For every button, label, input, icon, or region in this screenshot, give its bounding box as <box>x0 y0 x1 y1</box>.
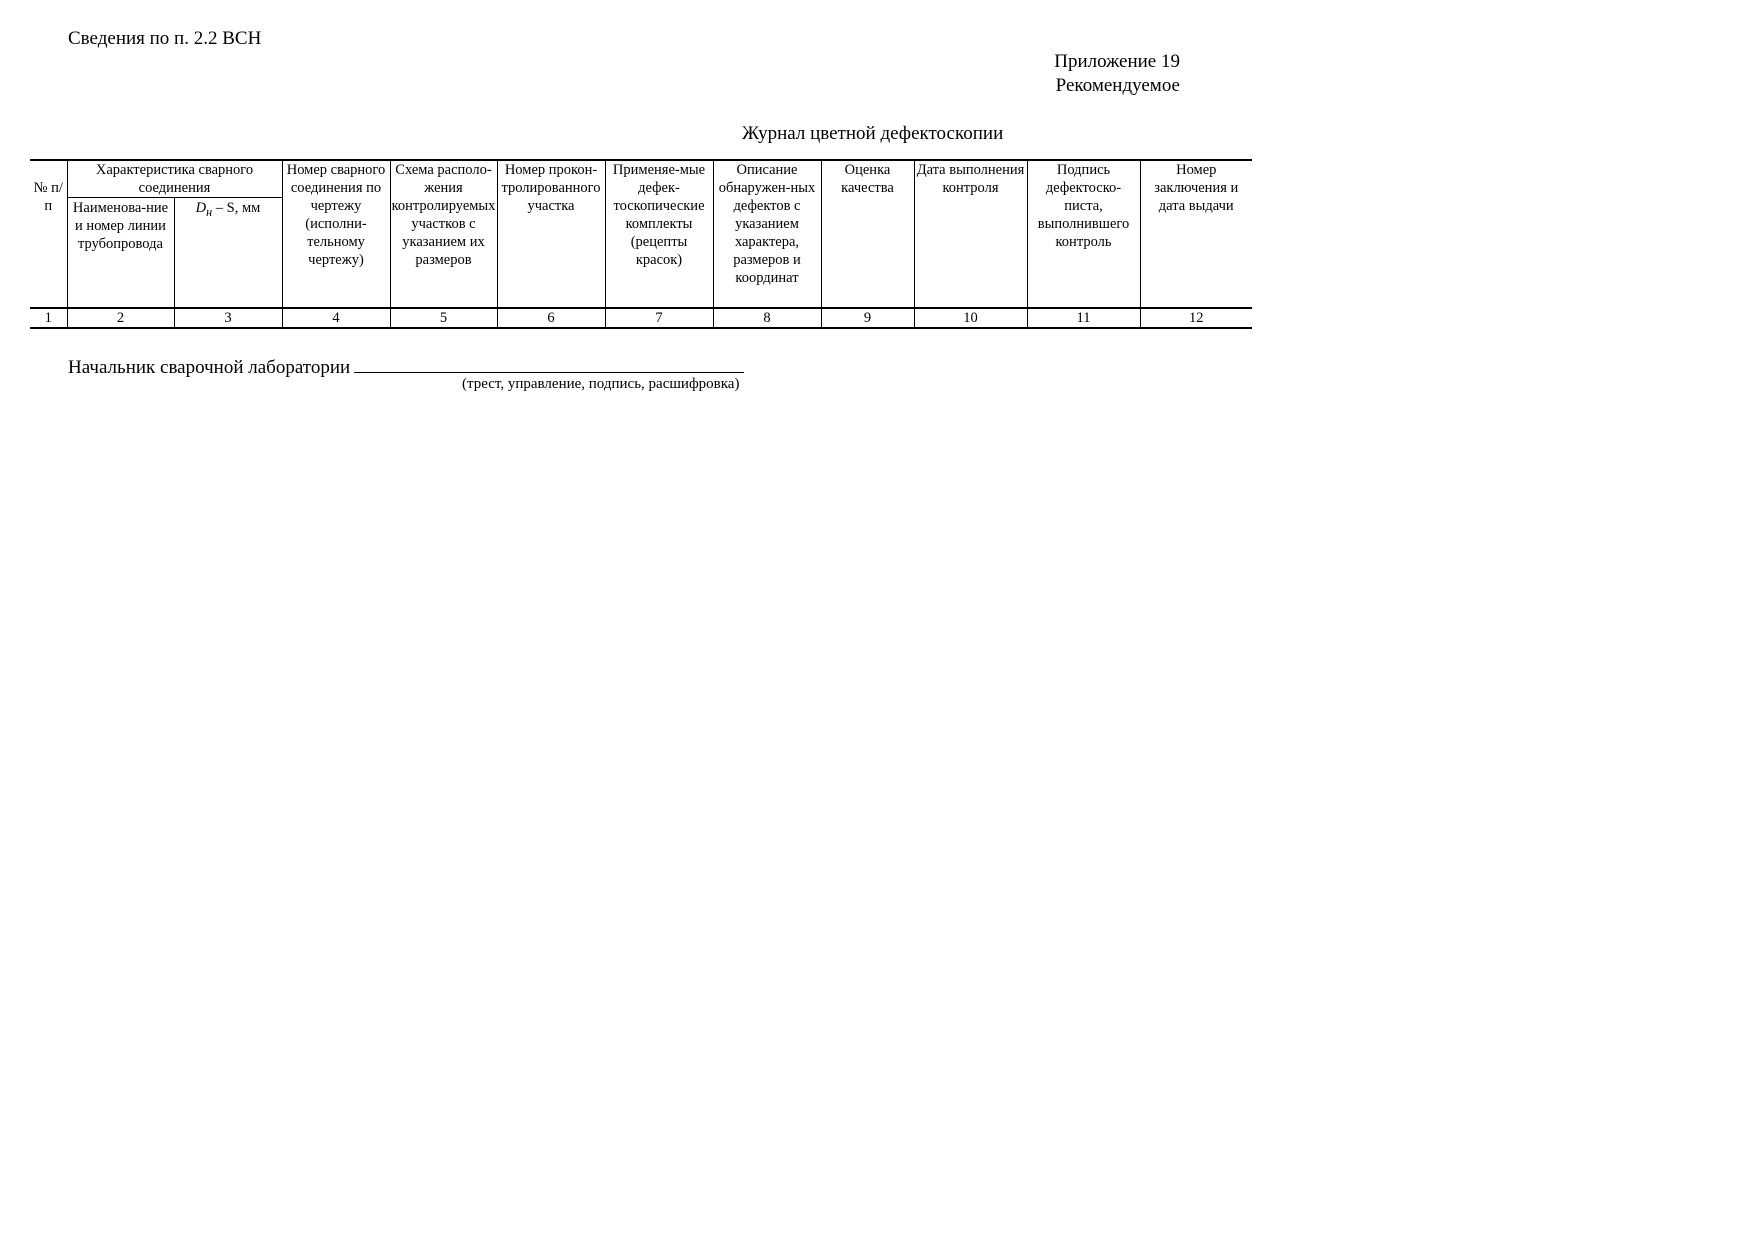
header-weld-characteristics: Характеристика сварного соединения <box>67 160 282 198</box>
column-number-11: 11 <box>1027 308 1140 328</box>
column-number-3: 3 <box>174 308 282 328</box>
header-index: № п/п <box>30 160 67 308</box>
column-number-8: 8 <box>713 308 821 328</box>
column-number-6: 6 <box>497 308 605 328</box>
header-inspector-signature: Подпись дефектоско-писта, выполнившего контроль <box>1027 160 1140 308</box>
appendix-block <box>960 50 1180 98</box>
column-number-2: 2 <box>67 308 174 328</box>
column-number-7: 7 <box>605 308 713 328</box>
signature-caption: (трест, управление, подпись, расшифровка) <box>462 376 740 392</box>
appendix-number: Приложение 19 <box>1054 51 1180 72</box>
header-section-number: Номер прокон-тролированного участка <box>497 160 605 308</box>
column-number-1: 1 <box>30 308 67 328</box>
header-defect-description: Описание обнаружен-ных дефектов с указанием характера, размеров и координат <box>713 160 821 308</box>
header-row <box>30 160 1252 198</box>
signature-blank <box>354 354 744 373</box>
header-quality-assessment: Оценка качества <box>821 160 914 308</box>
header-report-number: Номер заключения и дата выдачи <box>1140 160 1252 308</box>
column-number-row <box>30 308 1252 328</box>
column-number-12: 12 <box>1140 308 1252 328</box>
journal-title: Журнал цветной дефектоскопии <box>742 123 1004 144</box>
column-number-4: 4 <box>282 308 390 328</box>
header-inspection-date: Дата выполнения контроля <box>914 160 1027 308</box>
signature-label: Начальник сварочной лаборатории <box>68 357 351 378</box>
appendix-status: Рекомендуемое <box>1055 75 1180 96</box>
column-number-10: 10 <box>914 308 1027 328</box>
column-number-5: 5 <box>390 308 497 328</box>
header-diameter-thickness: $D_н$ – S, мм <box>174 198 282 309</box>
header-pipeline-name: Наименова-ние и номер линии трубопровода <box>67 198 174 309</box>
header-layout-scheme: Схема располо-жения контролируемых участков с указанием их размеров <box>390 160 497 308</box>
document-reference: Сведения по п. 2.2 ВСН <box>68 28 262 49</box>
defectoscopy-journal-table <box>30 159 1252 329</box>
column-number-9: 9 <box>821 308 914 328</box>
header-flaw-kits: Применяе-мые дефек-тоскопические комплекты (рецепты красок) <box>605 160 713 308</box>
header-joint-number: Номер сварного соединения по чертежу (исполни-тельному чертежу) <box>282 160 390 308</box>
